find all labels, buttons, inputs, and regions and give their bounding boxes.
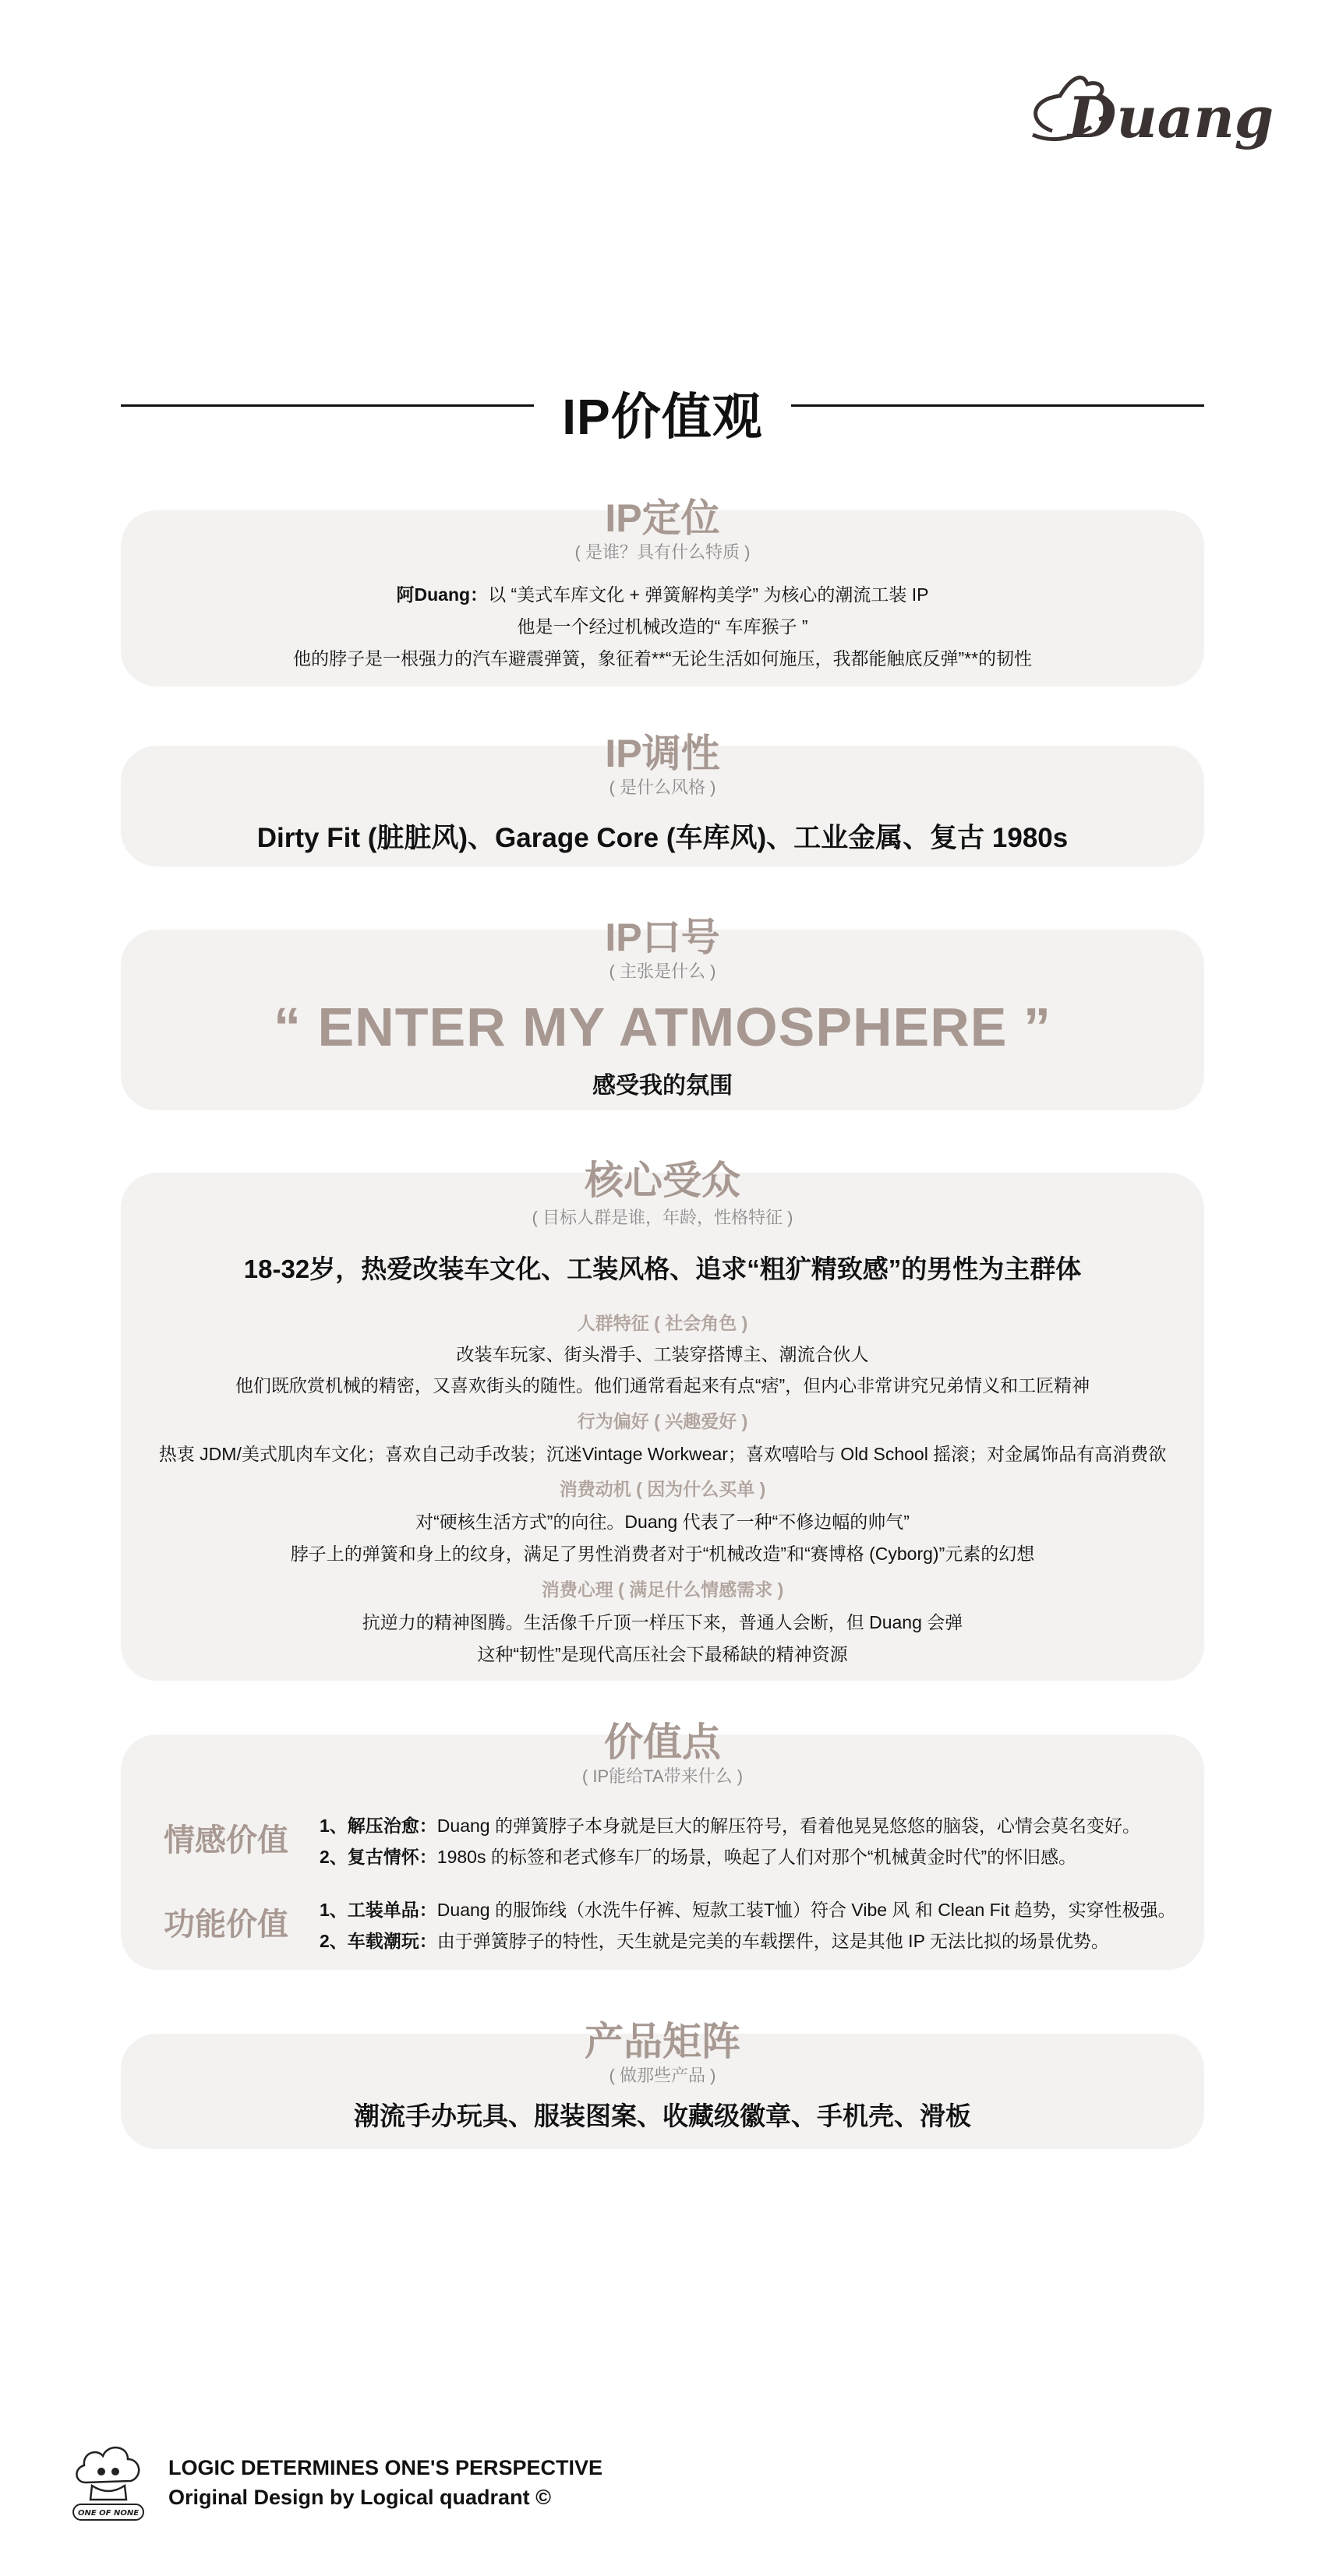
footer-badge-logo bbox=[69, 2437, 148, 2525]
value-item-text: Duang 的弹簧脖子本身就是巨大的解压符号，看着他晃晃悠悠的脑袋，心情会莫名变好。 bbox=[436, 1816, 1140, 1836]
audience-title: 核心受众 bbox=[585, 1159, 740, 1202]
main-title-row bbox=[121, 374, 1204, 445]
audience-text-line: 他们既欣赏机械的精密，又喜欢街头的随性。他们通常看起来有点“痞”，但内心非常讲究兄弟情义和工匠精神 bbox=[235, 1375, 1090, 1396]
values-title: 价值点 bbox=[604, 1720, 721, 1764]
positioning-name: 阿Duang： bbox=[396, 584, 489, 605]
logo-wordmark: Duang bbox=[1068, 84, 1274, 150]
value-category-functional: 功能价值 bbox=[164, 1907, 288, 1942]
value-category-emotional: 情感价值 bbox=[164, 1823, 288, 1858]
positioning-title: IP定位 bbox=[605, 496, 720, 540]
value-item-label: 2、车载潮玩： bbox=[320, 1931, 437, 1951]
products-text: 潮流手办玩具、服装图案、收藏级徽章、手机壳、滑板 bbox=[354, 2101, 971, 2130]
audience-label-social: 人群特征 ( 社会角色 ) bbox=[577, 1313, 748, 1333]
tone-title: IP调性 bbox=[605, 732, 720, 775]
value-item-text: Duang 的服饰线（水洗牛仔裤、短款工装T恤）符合 Vibe 风 和 Clean Fit 趋势，实穿性极强。 bbox=[436, 1900, 1176, 1920]
slogan-title: IP口号 bbox=[605, 916, 720, 959]
slogan-english: “ ENTER MY ATMOSPHERE ” bbox=[274, 997, 1051, 1057]
footer-badge-text: ONE OF NONE bbox=[77, 2509, 140, 2518]
products-title: 产品矩阵 bbox=[585, 2020, 740, 2063]
positioning-subtitle: ( 是谁？具有什么特质 ) bbox=[574, 542, 751, 562]
value-item bbox=[320, 1843, 1076, 1868]
audience-label-behavior: 行为偏好 ( 兴趣爱好 ) bbox=[577, 1411, 748, 1431]
value-item bbox=[320, 1812, 1140, 1837]
audience-subtitle: ( 目标人群是谁，年龄，性格特征 ) bbox=[532, 1208, 793, 1227]
slogan-chinese: 感受我的氛围 bbox=[592, 1073, 733, 1099]
slogan-subtitle: ( 主张是什么 ) bbox=[609, 962, 716, 981]
audience-headline: 18-32岁，热爱改装车文化、工装风格、追求“粗犷精致感”的男性为主群体 bbox=[243, 1254, 1082, 1283]
tone-text: Dirty Fit (脏脏风)、Garage Core (车库风)、工业金属、复古 1980s bbox=[256, 823, 1069, 853]
audience-text-line: 改装车玩家、街头滑手、工装穿搭博主、潮流合伙人 bbox=[456, 1344, 869, 1364]
value-item-label: 2、复古情怀： bbox=[320, 1847, 437, 1867]
audience-text-line: 脖子上的弹簧和身上的纹身，满足了男性消费者对于“机械改造”和“赛博格 (Cyborg)”元素的幻想 bbox=[290, 1544, 1035, 1564]
products-subtitle: ( 做那些产品 ) bbox=[609, 2066, 716, 2085]
positioning-line2: 他是一个经过机械改造的“ 车库猴子 ” bbox=[517, 616, 808, 637]
audience-text-line: 对“硬核生活方式”的向往。Duang 代表了一种“不修边幅的帅气” bbox=[415, 1512, 910, 1532]
value-item-label: 1、工装单品： bbox=[320, 1900, 437, 1920]
value-item bbox=[320, 1896, 1176, 1921]
divider-right bbox=[791, 404, 1204, 407]
positioning-line1 bbox=[0, 580, 1325, 606]
audience-text-line: 抗逆力的精神图腾。生活像千斤顶一样压下来，普通人会断，但 Duang 会弹 bbox=[362, 1612, 963, 1632]
duang-logo bbox=[1013, 69, 1278, 162]
positioning-line3: 他的脖子是一根强力的汽车避震弹簧，象征着**“无论生活如何施压，我都能触底反弹”**的韧性 bbox=[292, 648, 1033, 669]
value-item bbox=[320, 1927, 1109, 1953]
audience-label-psychology: 消费心理 ( 满足什么情感需求 ) bbox=[541, 1579, 784, 1600]
audience-label-motivation: 消费动机 ( 因为什么买单 ) bbox=[559, 1479, 766, 1499]
footer-line1: LOGIC DETERMINES ONE'S PERSPECTIVE bbox=[168, 2456, 603, 2479]
value-item-text: 1980s 的标签和老式修车厂的场景，唤起了人们对那个“机械黄金时代”的怀旧感。 bbox=[436, 1847, 1077, 1867]
values-subtitle: ( IP能给TA带来什么 ) bbox=[581, 1766, 744, 1786]
tone-subtitle: ( 是什么风格 ) bbox=[609, 778, 716, 797]
footer-line2: Original Design by Logical quadrant © bbox=[168, 2486, 551, 2509]
value-item-text: 由于弹簧脖子的特性，天生就是完美的车载摆件，这是其他 IP 无法比拟的场景优势。 bbox=[436, 1931, 1109, 1951]
audience-text-line: 热衷 JDM/美式肌肉车文化；喜欢自己动手改装；沉迷Vintage Workwear；喜欢嘻哈与 Old School 摇滚；对金属饰品有高消费欲 bbox=[158, 1444, 1167, 1464]
positioning-line1-rest: 以 “美式车库文化 + 弹簧解构美学” 为核心的潮流工装 IP bbox=[488, 584, 929, 605]
audience-text-line: 这种“韧性”是现代高压社会下最稀缺的精神资源 bbox=[477, 1644, 848, 1664]
value-item-label: 1、解压治愈： bbox=[320, 1816, 437, 1836]
page-title: IP价值观 bbox=[562, 389, 763, 445]
